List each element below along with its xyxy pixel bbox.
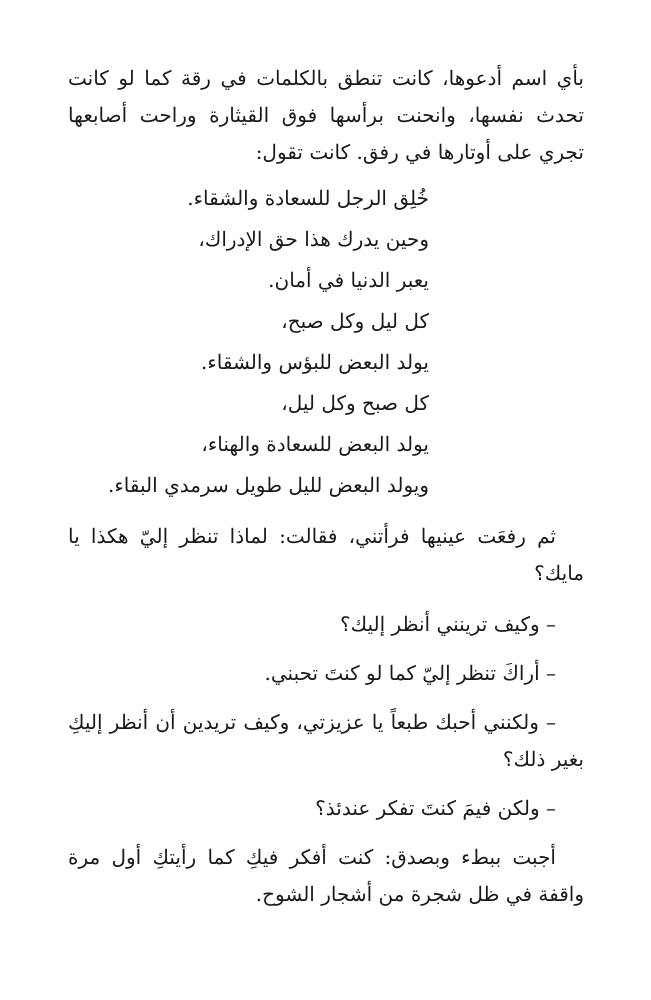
book-page — [68, 60, 584, 913]
dialogue-line: – ولكنني أحبك طبعاً يا عزيزتي، وكيف تريدين أن أنظر إليكِ بغير ذلك؟ — [68, 710, 584, 771]
narration-paragraph: ثم رفعَت عينيها فرأتني، فقالت: لماذا تنظر إليّ هكذا يا مايك؟ — [68, 524, 584, 585]
poem-line: خُلِق الرجل للسعادة والشقاء. — [187, 186, 429, 210]
poem-line: كل ليل وكل صبح، — [281, 309, 429, 333]
closing-paragraph: أجبت ببطء وبصدق: كنت أفكر فيكِ كما رأيتكِ أول مرة واقفة في ظل شجرة من أشجار الشوح. — [68, 845, 584, 906]
poem-line: ويولد البعض لليل طويل سرمدي البقاء. — [108, 473, 429, 497]
poem-line: يعبر الدنيا في أمان. — [268, 268, 429, 292]
poem-line: يولد البعض للبؤس والشقاء. — [200, 350, 429, 374]
dialogue-line: – أراكَ تنظر إليّ كما لو كنتَ تحبني. — [264, 661, 556, 685]
poem-line: يولد البعض للسعادة والهناء، — [201, 432, 429, 456]
dialogue-line: – ولكن فيمَ كنتَ تفكر عندئذ؟ — [315, 796, 556, 820]
poem-stanza — [68, 178, 429, 506]
dialogue-line: – وكيف ترينني أنظر إليك؟ — [340, 612, 556, 636]
intro-paragraph: بأي اسم أدعوها، كانت تنطق بالكلمات في رقة كما لو كانت تحدث نفسها، وانحنت برأسها فوق القيثارة وراحت أصابعها تجري على أوتارها في رفق. كانت تقول: — [68, 66, 584, 164]
poem-line: وحين يدرك هذا حق الإدراك، — [198, 227, 429, 251]
poem-line: كل صبح وكل ليل، — [281, 391, 429, 415]
